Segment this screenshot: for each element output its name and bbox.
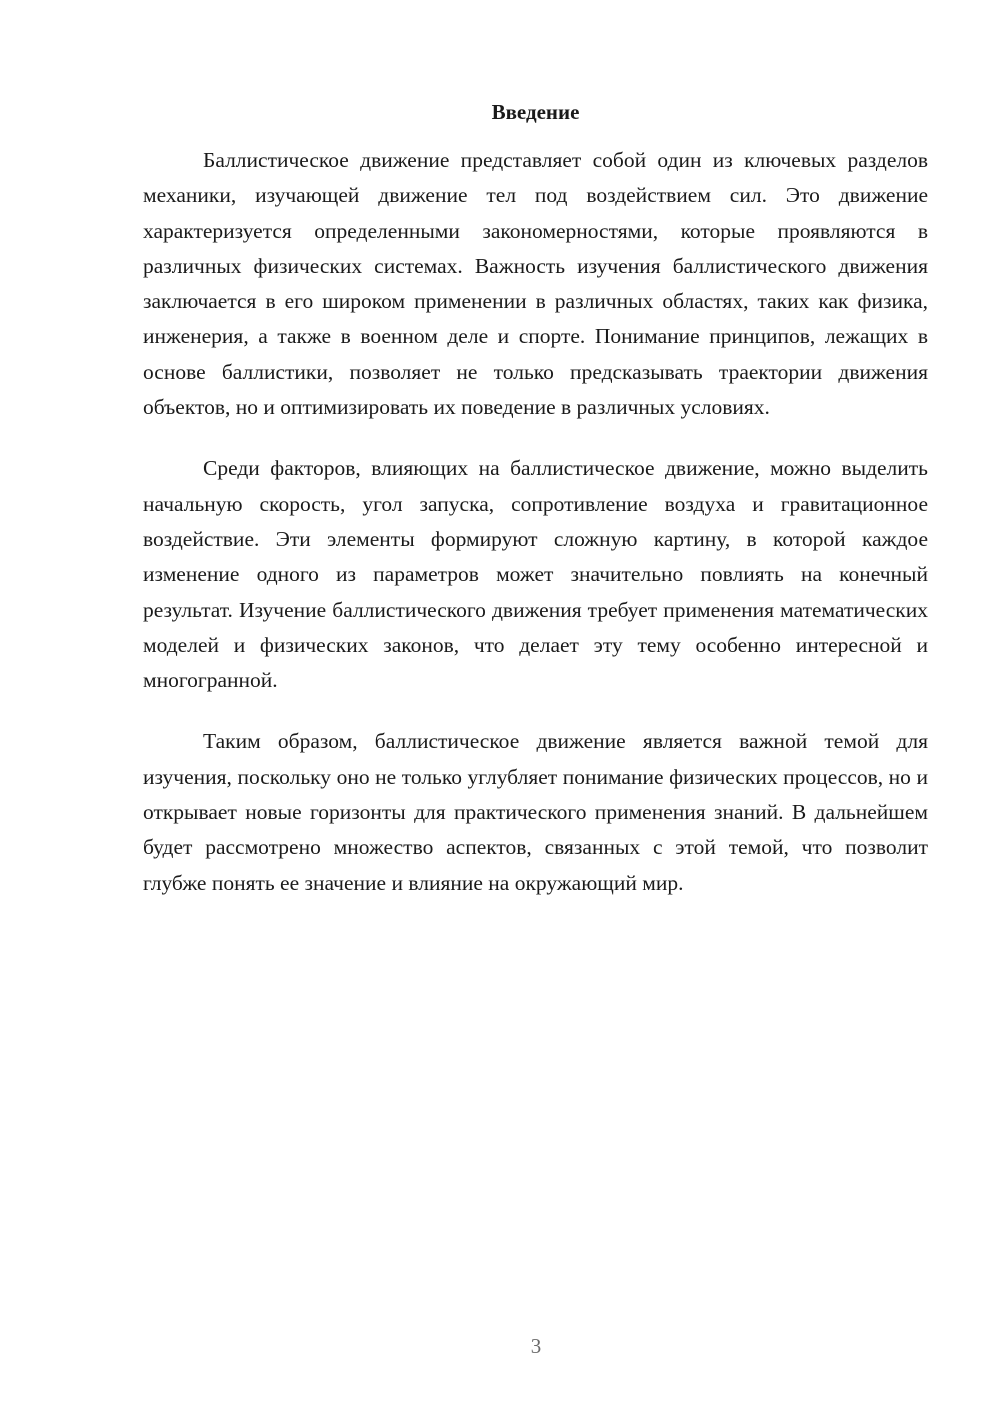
paragraph-3: Таким образом, баллистическое движение является важной темой для изучения, поскольку оно не только углубляет понимание физических процессов, но и открывает новые горизонты для практического применения знаний. В дальнейшем будет рассмотрено множество аспектов, связанных с этой темой, что позволит глубже понять ее значение и влияние на окружающий мир. — [143, 729, 928, 895]
paragraph-1: Баллистическое движение представляет собой один из ключевых разделов механики, изучающей движение тел под воздействием сил. Это движение характеризуется определенными закономерностями, которые проявляются в различных физических системах. Важность изучения баллистического движения заключается в его широком применении в различных областях, таких как физика, инженерия, а также в военном деле и спорте. Понимание принципов, лежащих в основе баллистики, позволяет не только предсказывать траектории движения объектов, но и оптимизировать их поведение в различных условиях. — [143, 148, 928, 420]
section-heading: Введение — [491, 100, 580, 124]
body-text — [143, 143, 928, 927]
page-number: 3 — [530, 1334, 542, 1358]
paragraph-2: Среди факторов, влияющих на баллистическое движение, можно выделить начальную скорость, угол запуска, сопротивление воздуха и гравитационное воздействие. Эти элементы формируют сложную картину, в которой каждое изменение одного из параметров может значительно повлиять на конечный результат. Изучение баллистического движения требует применения математических моделей и физических законов, что делает эту тему особенно интересной и многогранной. — [143, 456, 928, 693]
